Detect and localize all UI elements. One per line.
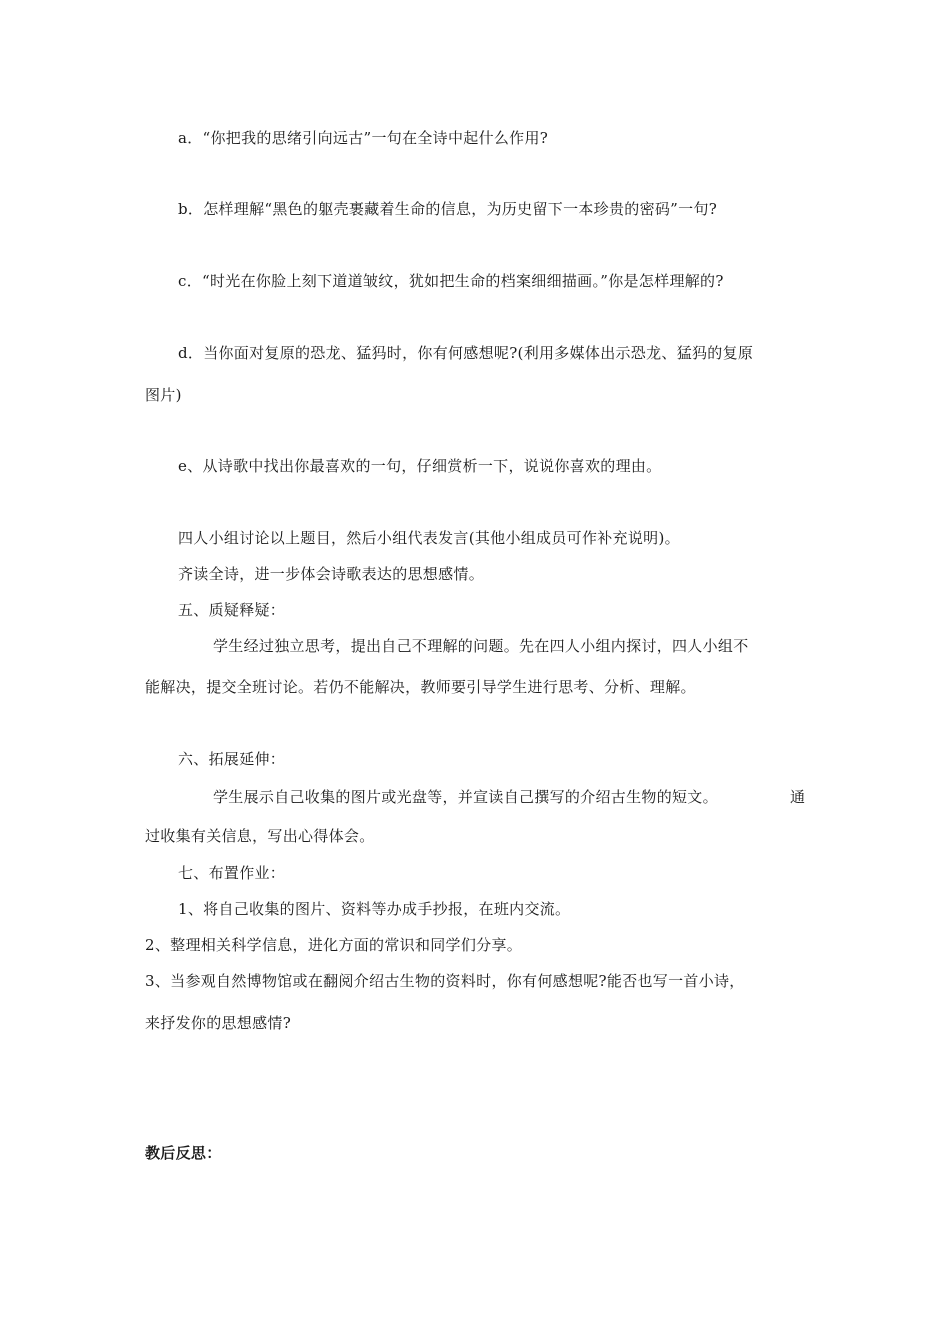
section7-heading: 七、布置作业： bbox=[178, 864, 286, 882]
homework-item-3-line1: 3、当参观自然博物馆或在翻阅介绍古生物的资料时，你有何感想呢?能否也写一首小诗， bbox=[145, 972, 745, 990]
question-c: c．“时光在你脸上刻下道道皱纹，犹如把生命的档案细细描画。”你是怎样理解的? bbox=[178, 272, 724, 290]
discussion-read: 齐读全诗，进一步体会诗歌表达的思想感情。 bbox=[178, 565, 485, 583]
homework-item-2: 2、整理相关科学信息，进化方面的常识和同学们分享。 bbox=[145, 936, 523, 954]
reflection-heading: 教后反思： bbox=[145, 1144, 222, 1162]
discussion-group: 四人小组讨论以上题目，然后小组代表发言(其他小组成员可作补充说明)。 bbox=[178, 529, 680, 547]
question-d-line1: d．当你面对复原的恐龙、猛犸时，你有何感想呢?(利用多媒体出示恐龙、猛犸的复原 bbox=[178, 344, 754, 362]
section6-heading: 六、拓展延伸： bbox=[178, 750, 286, 768]
section6-para-line1-tail: 通 bbox=[790, 788, 806, 806]
section5-para-line1: 学生经过独立思考，提出自己不理解的问题。先在四人小组内探讨，四人小组不 bbox=[213, 637, 749, 655]
question-b: b．怎样理解“黑色的躯壳裹藏着生命的信息，为历史留下一本珍贵的密码”一句? bbox=[178, 200, 718, 218]
homework-item-3-line2: 来抒发你的思想感情? bbox=[145, 1014, 292, 1032]
question-a: a．“你把我的思绪引向远古”一句在全诗中起什么作用? bbox=[178, 129, 549, 147]
section5-heading: 五、质疑释疑： bbox=[178, 601, 286, 619]
section6-para-line1: 学生展示自己收集的图片或光盘等，并宣读自己撰写的介绍古生物的短文。 bbox=[213, 788, 718, 806]
question-e: e、从诗歌中找出你最喜欢的一句，仔细赏析一下，说说你喜欢的理由。 bbox=[178, 457, 662, 475]
question-d-line2: 图片) bbox=[145, 386, 182, 404]
section5-para-line2: 能解决，提交全班讨论。若仍不能解决，教师要引导学生进行思考、分析、理解。 bbox=[145, 678, 696, 696]
homework-item-1: 1、将自己收集的图片、资料等办成手抄报，在班内交流。 bbox=[178, 900, 571, 918]
section6-para-line2: 过收集有关信息，写出心得体会。 bbox=[145, 827, 375, 845]
